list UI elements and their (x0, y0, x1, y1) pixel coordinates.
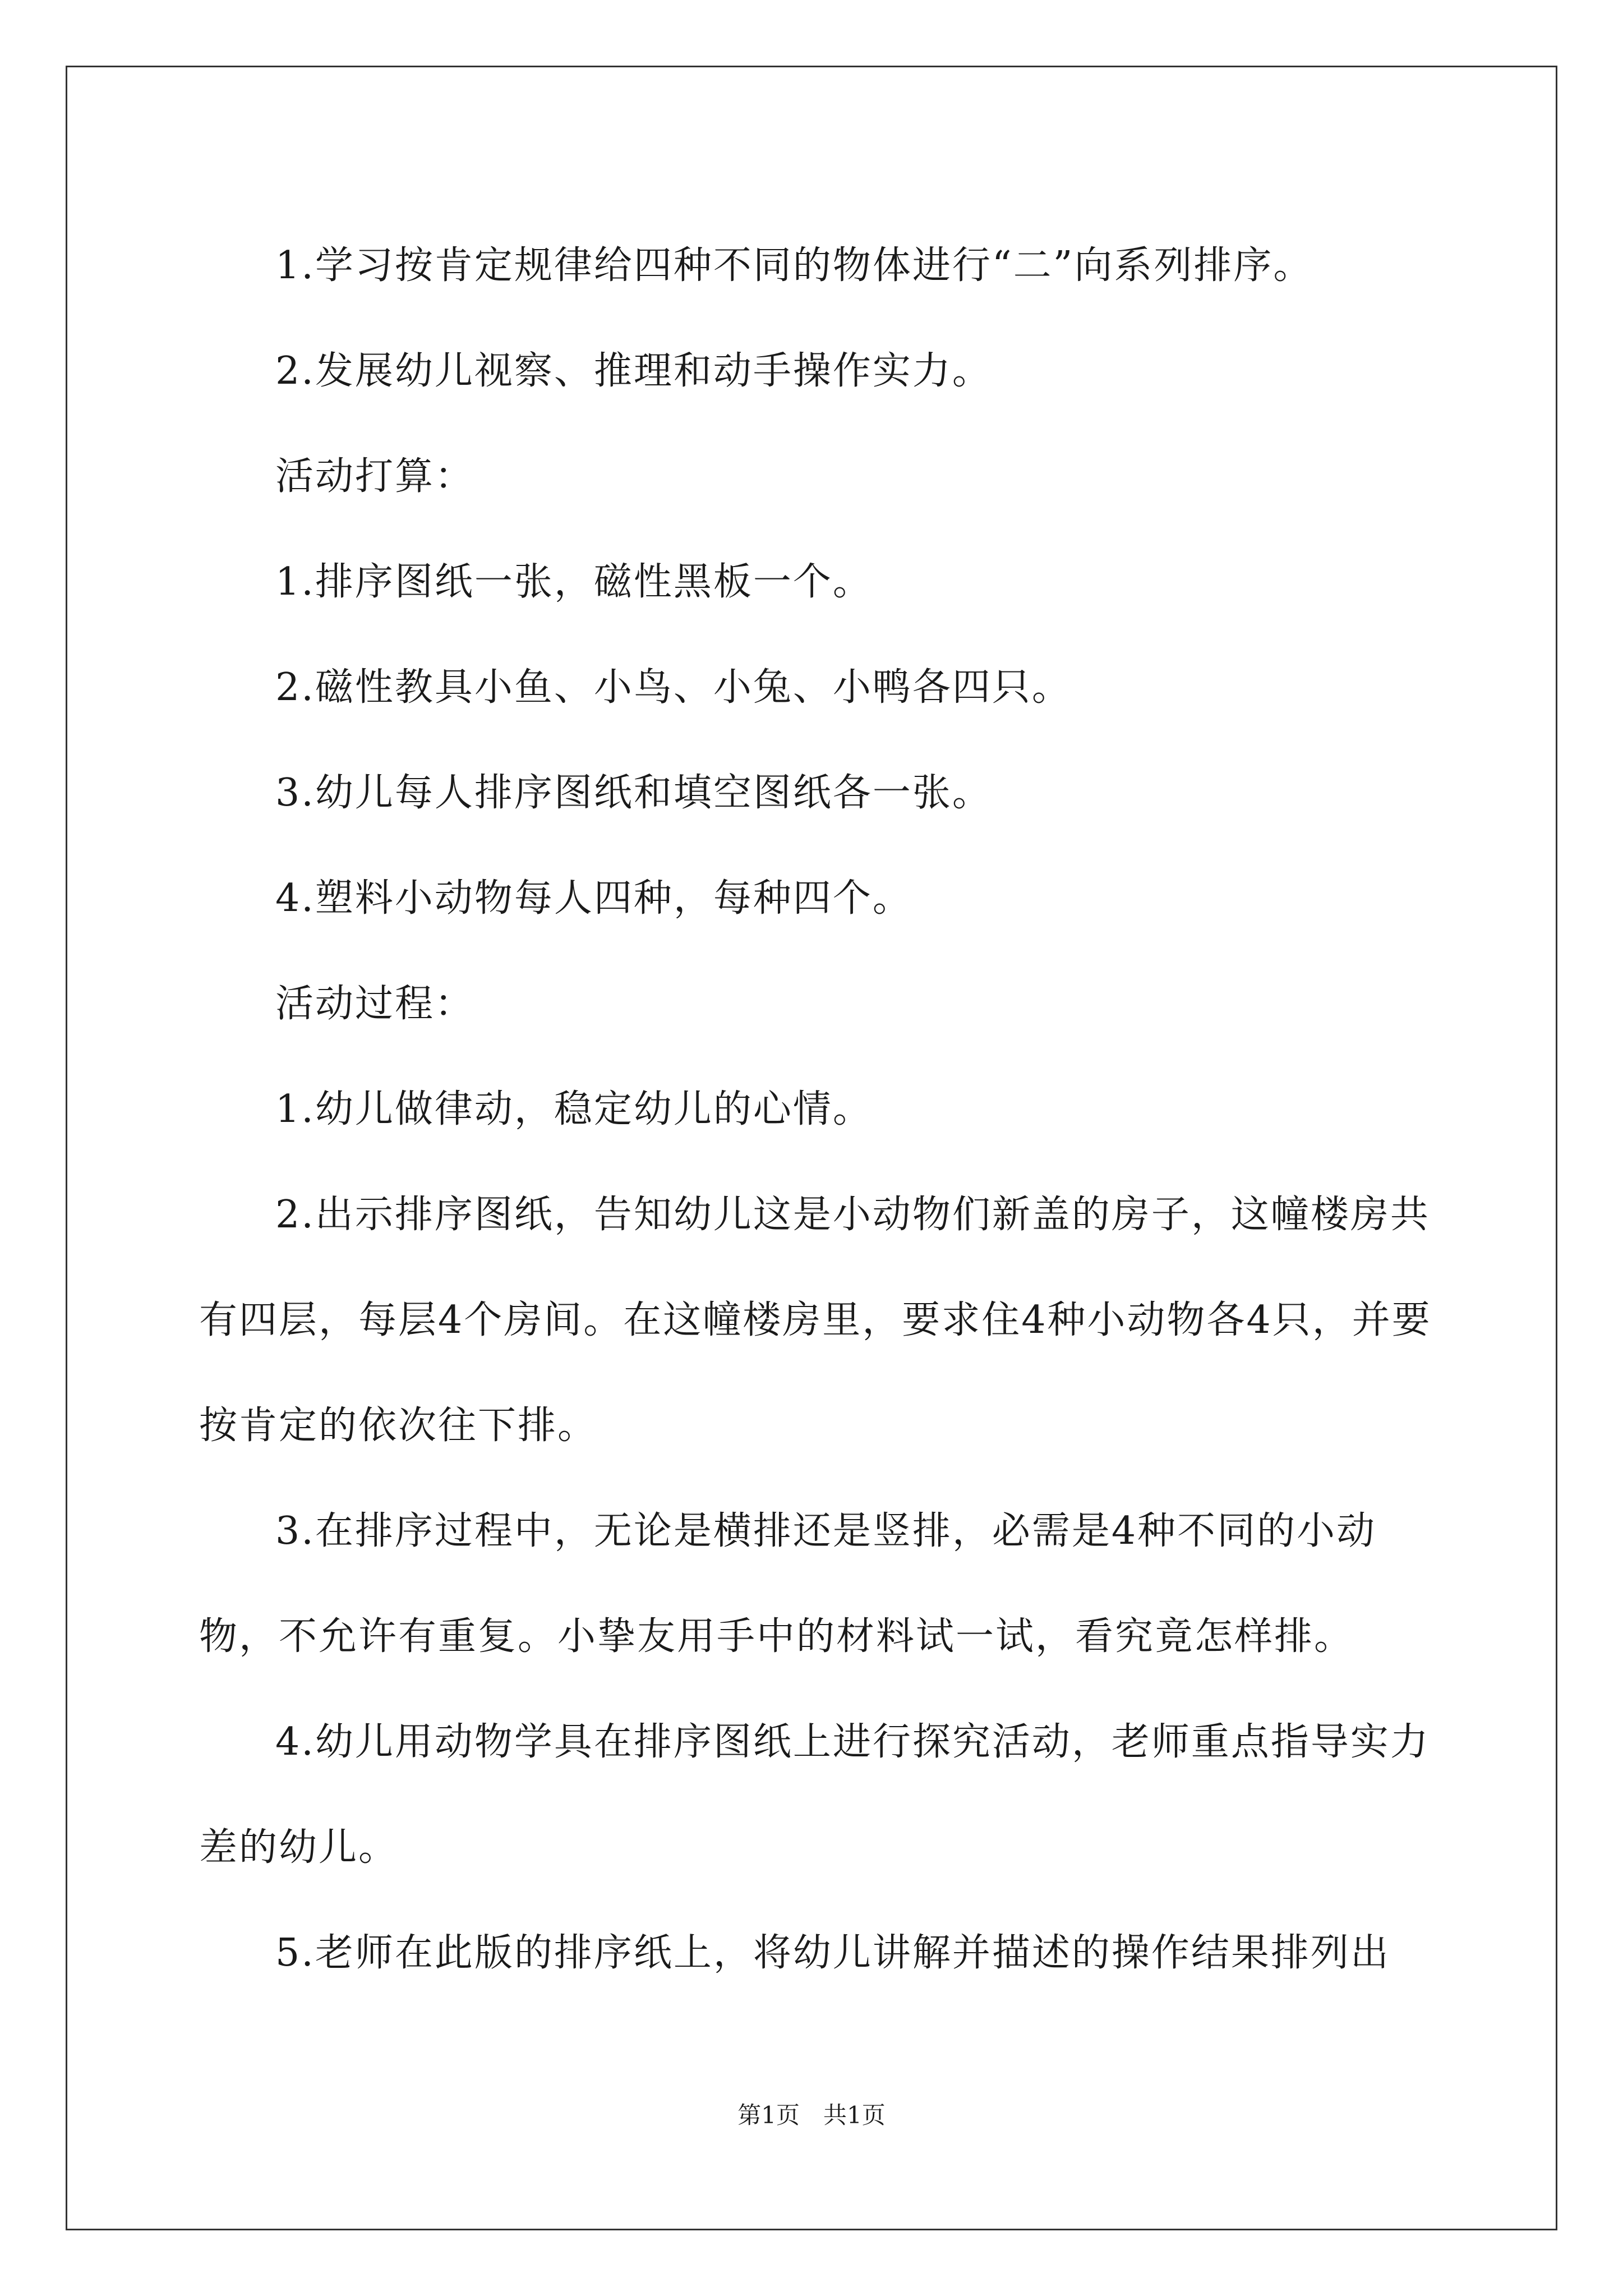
paragraph: 1.排序图纸一张，磁性黑板一个。 (275, 560, 873, 604)
paragraph: 4.塑料小动物每人四种，每种四个。 (275, 876, 912, 921)
page-number-footer: 第1页 共1页 (737, 2101, 886, 2129)
paragraph: 1.幼儿做律动，稳定幼儿的心情。 (275, 1087, 873, 1131)
paragraph: 4.幼儿用动物学具在排序图纸上进行探究活动，老师重点指导实力差的幼儿。 (199, 1720, 1430, 1870)
paragraph: 2.出示排序图纸，告知幼儿这是小动物们新盖的房子，这幢楼房共有四层，每层4个房间。在这幢楼房里，要求住4种小动物各4只，并要按肯定的依次往下排。 (199, 1193, 1432, 1448)
document-body (199, 213, 1433, 2006)
paragraph: 5.老师在此版的排序纸上，将幼儿讲解并描述的操作结果排列出 (275, 1931, 1390, 1975)
section-heading: 活动打算： (275, 454, 475, 499)
paragraph: 2.发展幼儿视察、推理和动手操作实力。 (275, 349, 992, 393)
paragraph: 2.磁性教具小鱼、小鸟、小兔、小鸭各四只。 (275, 665, 1072, 710)
paragraph: 1.学习按肯定规律给四种不同的物体进行“二”向系列排序。 (275, 243, 1313, 288)
section-heading: 活动过程： (275, 982, 475, 1026)
paragraph: 3.在排序过程中，无论是横排还是竖排，必需是4种不同的小动物，不允许有重复。小挚友用手中的材料试一试，看究竟怎样排。 (199, 1509, 1377, 1659)
paragraph: 3.幼儿每人排序图纸和填空图纸各一张。 (275, 771, 992, 815)
